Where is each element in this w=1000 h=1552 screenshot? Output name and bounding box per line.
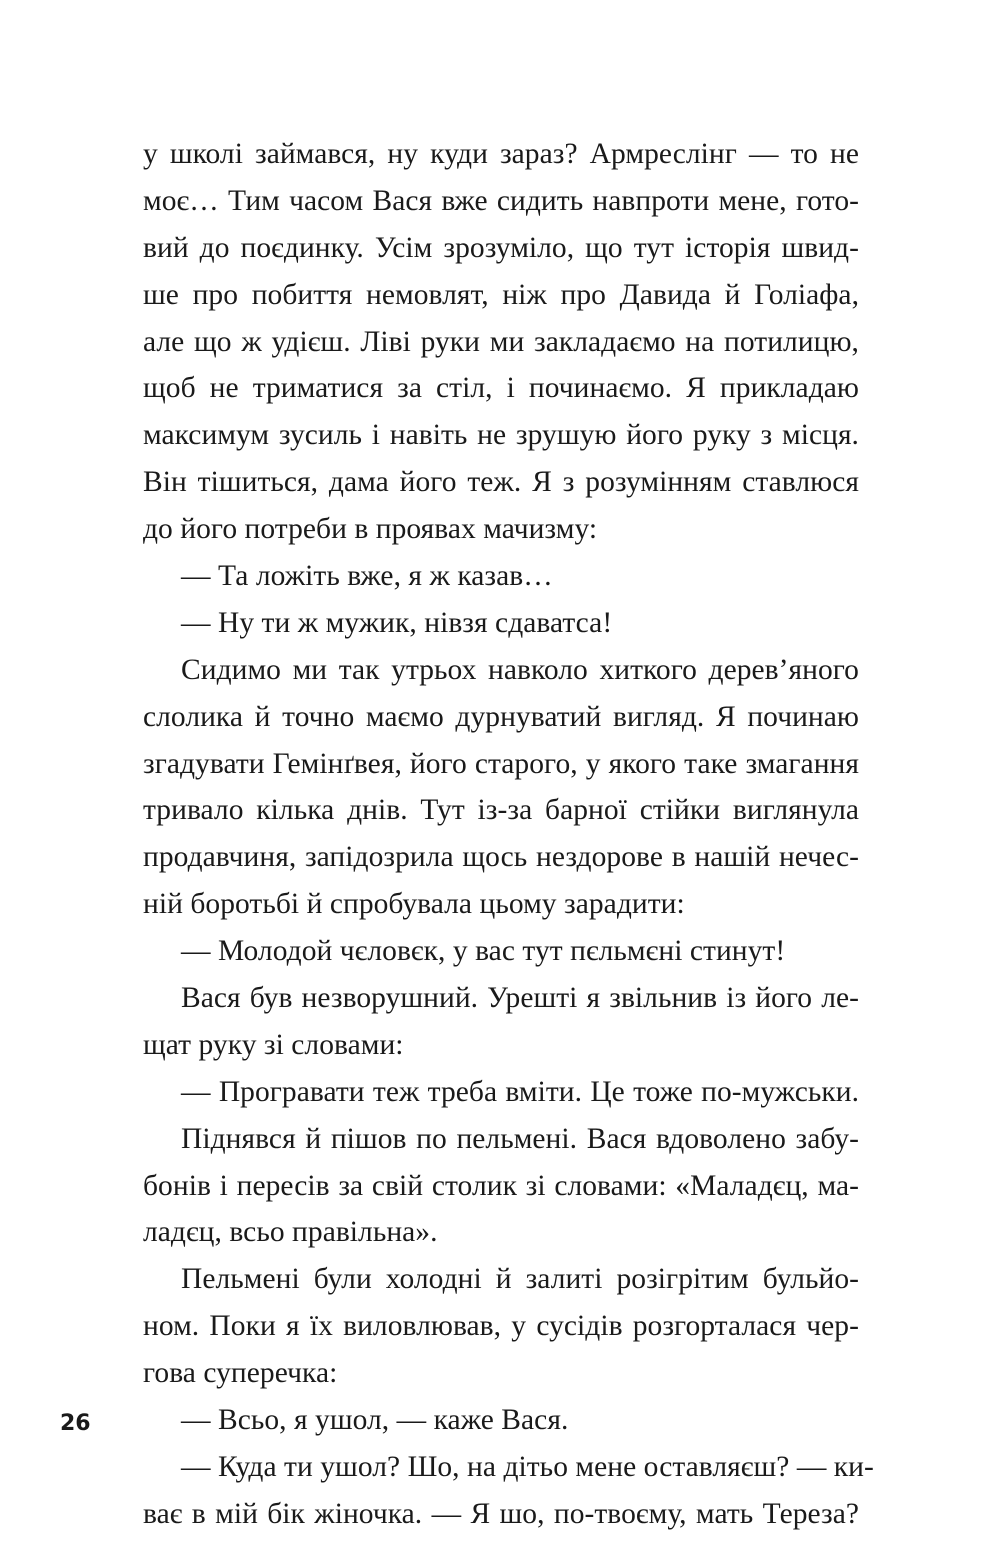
paragraph-line: згадувати Гемінґвея, його старого, у якого таке змагання <box>143 747 859 780</box>
paragraph-line-indented: Пельмені були холодні й залиті розігрітим бульйо- <box>181 1263 859 1296</box>
paragraph-line: Він тішиться, дама його теж. Я з розумінням ставлюся <box>143 466 859 499</box>
paragraph-line: слолика й точно маємо дурнуватий вигляд. Я починаю <box>143 700 859 733</box>
paragraph-line: у школі займався, ну куди зараз? Армреслінг — то не <box>143 138 859 170</box>
paragraph-line: вий до поєдинку. Усім зрозуміло, що тут історія швид- <box>143 231 859 264</box>
paragraph-line-indented: Вася був незворушний. Урешті я звільнив із його ле- <box>181 982 859 1015</box>
paragraph-line-indented: — Ну ти ж мужик, нівзя сдаватса! <box>181 606 613 639</box>
paragraph-line: ладєц, всьо правільна». <box>143 1216 438 1249</box>
body-text <box>143 131 874 1538</box>
paragraph-line-indented: — Програвати теж треба вміти. Це тоже по-мужськи. <box>181 1075 859 1108</box>
paragraph-line: тривало кілька днів. Тут із-за барної стійки виглянула <box>143 794 859 827</box>
paragraph-line: до його потреби в проявах мачизму: <box>143 513 598 546</box>
paragraph-line: ній боротьбі й спробувала цьому зарадити: <box>143 888 685 921</box>
paragraph-line: бонів і пересів за свій столик зі словами: «Маладєц, ма- <box>143 1169 859 1202</box>
paragraph-line: але що ж удієш. Ліві руки ми закладаємо на потилицю, <box>143 325 859 358</box>
page-number: 26 <box>60 1411 91 1436</box>
paragraph-line: гова суперечка: <box>143 1357 338 1390</box>
paragraph-line-indented: — Всьо, я ушол, — каже Вася. <box>181 1404 569 1437</box>
paragraph-line: щат руку зі словами: <box>143 1028 404 1061</box>
paragraph-line: моє… Тим часом Вася вже сидить навпроти мене, гото- <box>143 184 859 217</box>
paragraph-line: максимум зусиль і навіть не зрушую його руку з місця. <box>143 419 859 452</box>
paragraph-line: продавчиня, запідозрила щось нездорове в нашій нечес- <box>143 841 859 874</box>
paragraph-line-indented: — Куда ти ушол? Шо, на дітьо мене оставляєш? — ки- <box>181 1450 874 1483</box>
paragraph-line: ном. Поки я їх виловлював, у сусідів розгорталася чер- <box>143 1310 859 1343</box>
paragraph-line: щоб не триматися за стіл, і починаємо. Я прикладаю <box>143 372 859 405</box>
paragraph-line-indented: — Молодой чєловєк, у вас тут пєльмєні стинут! <box>181 935 786 968</box>
paragraph-line: ше про побиття немовлят, ніж про Давида й Голіафа, <box>143 278 859 311</box>
paragraph-line-indented: Піднявся й пішов по пельмені. Вася вдоволено забу- <box>181 1122 859 1155</box>
paragraph-line: ває в мій бік жіночка. — Я шо, по-твоєму, мать Тереза? <box>143 1497 859 1530</box>
paragraph-line-indented: Сидимо ми так утрьох навколо хиткого дерев’яного <box>181 653 859 686</box>
paragraph-line-indented: — Та ложіть вже, я ж казав… <box>181 560 553 593</box>
